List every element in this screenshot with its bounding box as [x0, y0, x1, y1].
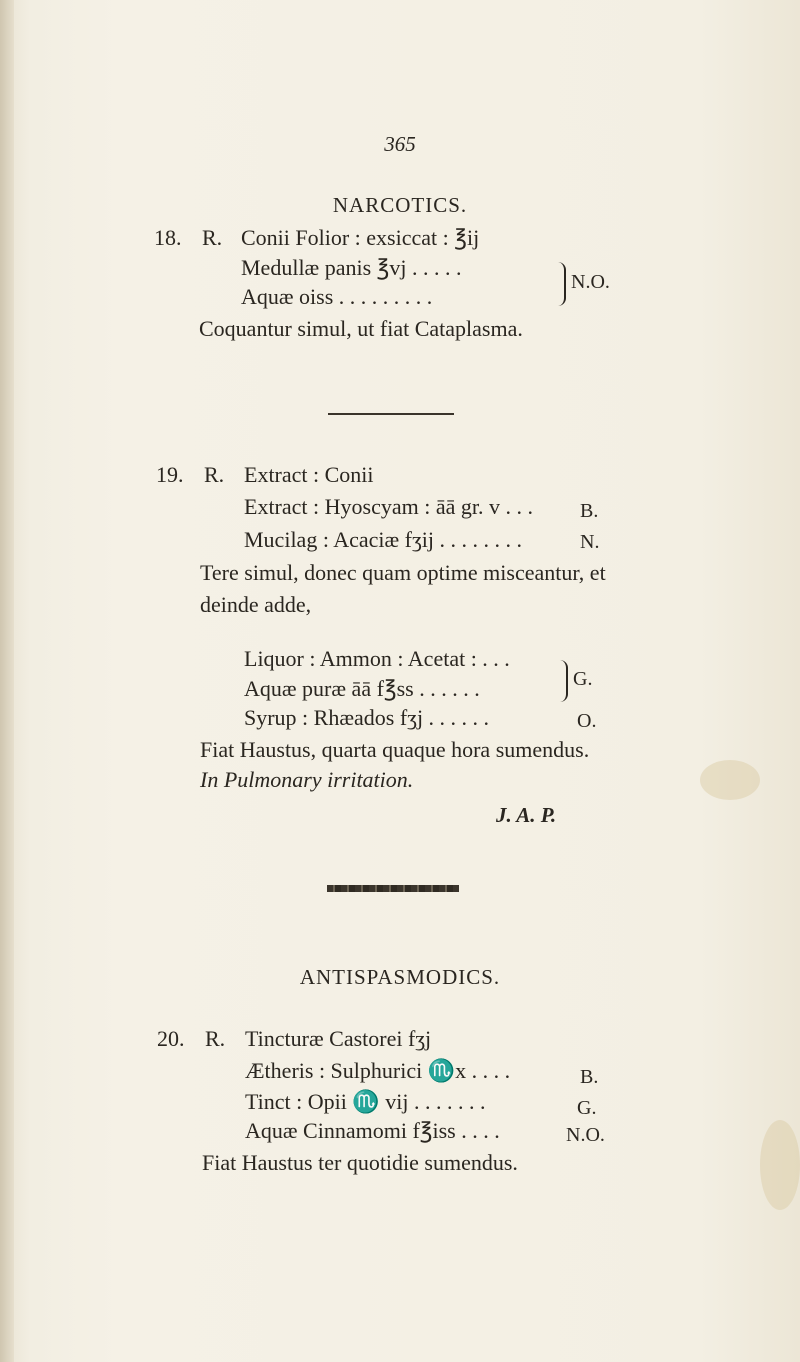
ingredient-line: Aquæ puræ āā f℥ss . . . . . . — [244, 676, 480, 701]
ingredient-line: Liquor : Ammon : Acetat : . . . — [244, 646, 510, 671]
ingredient-line: Extract : Conii — [244, 462, 374, 487]
margin-mark: N. — [580, 531, 600, 553]
directions: Fiat Haustus, quarta quaque hora sumendus. — [200, 737, 590, 762]
directions: Tere simul, donec quam optime misceantur, et — [200, 560, 606, 585]
margin-signature: G. — [573, 668, 593, 690]
prescription-number: 18. — [154, 225, 182, 250]
ingredient-line: Conii Folior : exsiccat : ℥ij — [241, 225, 480, 250]
margin-mark: G. — [577, 1097, 597, 1119]
paper-stain — [700, 760, 760, 800]
margin-mark: N.O. — [566, 1124, 605, 1146]
directions: Coquantur simul, ut fiat Cataplasma. — [199, 316, 523, 341]
section-heading-antispasmodics: ANTISPASMODICS. — [299, 965, 501, 989]
page-number: 365 — [384, 132, 416, 156]
rx-symbol: R. — [202, 225, 223, 250]
ingredient-line: Tinct : Opii ♏ vij . . . . . . . — [245, 1089, 486, 1114]
ingredient-line: Ætheris : Sulphurici ♏x . . . . — [245, 1058, 511, 1083]
margin-mark: O. — [577, 710, 597, 732]
section-heading-narcotics: NARCOTICS. — [332, 193, 468, 217]
grouping-brace — [554, 660, 568, 702]
prescription-number: 19. — [156, 462, 184, 487]
rx-symbol: R. — [205, 1026, 226, 1051]
grouping-brace — [552, 262, 566, 306]
margin-mark: B. — [580, 1066, 599, 1088]
prescription-number: 20. — [157, 1026, 185, 1051]
divider-rule — [328, 413, 454, 415]
paper-stain — [760, 1120, 800, 1210]
ingredient-line: Medullæ panis ℥vj . . . . . — [241, 255, 462, 280]
ingredient-line: Extract : Hyoscyam : āā gr. v . . . — [244, 494, 533, 519]
ingredient-line: Mucilag : Acaciæ fʒij . . . . . . . . — [244, 527, 522, 552]
ingredient-line: Tincturæ Castorei fʒj — [245, 1026, 432, 1051]
directions: Fiat Haustus ter quotidie sumendus. — [202, 1150, 518, 1175]
margin-signature: N.O. — [571, 271, 610, 293]
decorative-rule — [327, 885, 459, 892]
rx-symbol: R. — [204, 462, 225, 487]
ingredient-line: Syrup : Rhæados fʒj . . . . . . — [244, 705, 490, 730]
indication: In Pulmonary irritation. — [200, 767, 414, 792]
ingredient-line: Aquæ oiss . . . . . . . . . — [241, 284, 433, 309]
ingredient-line: Aquæ Cinnamomi f℥iss . . . . — [245, 1118, 500, 1143]
author-initials: J. A. P. — [496, 803, 557, 827]
directions: deinde adde, — [200, 592, 312, 617]
margin-mark: B. — [580, 500, 599, 522]
